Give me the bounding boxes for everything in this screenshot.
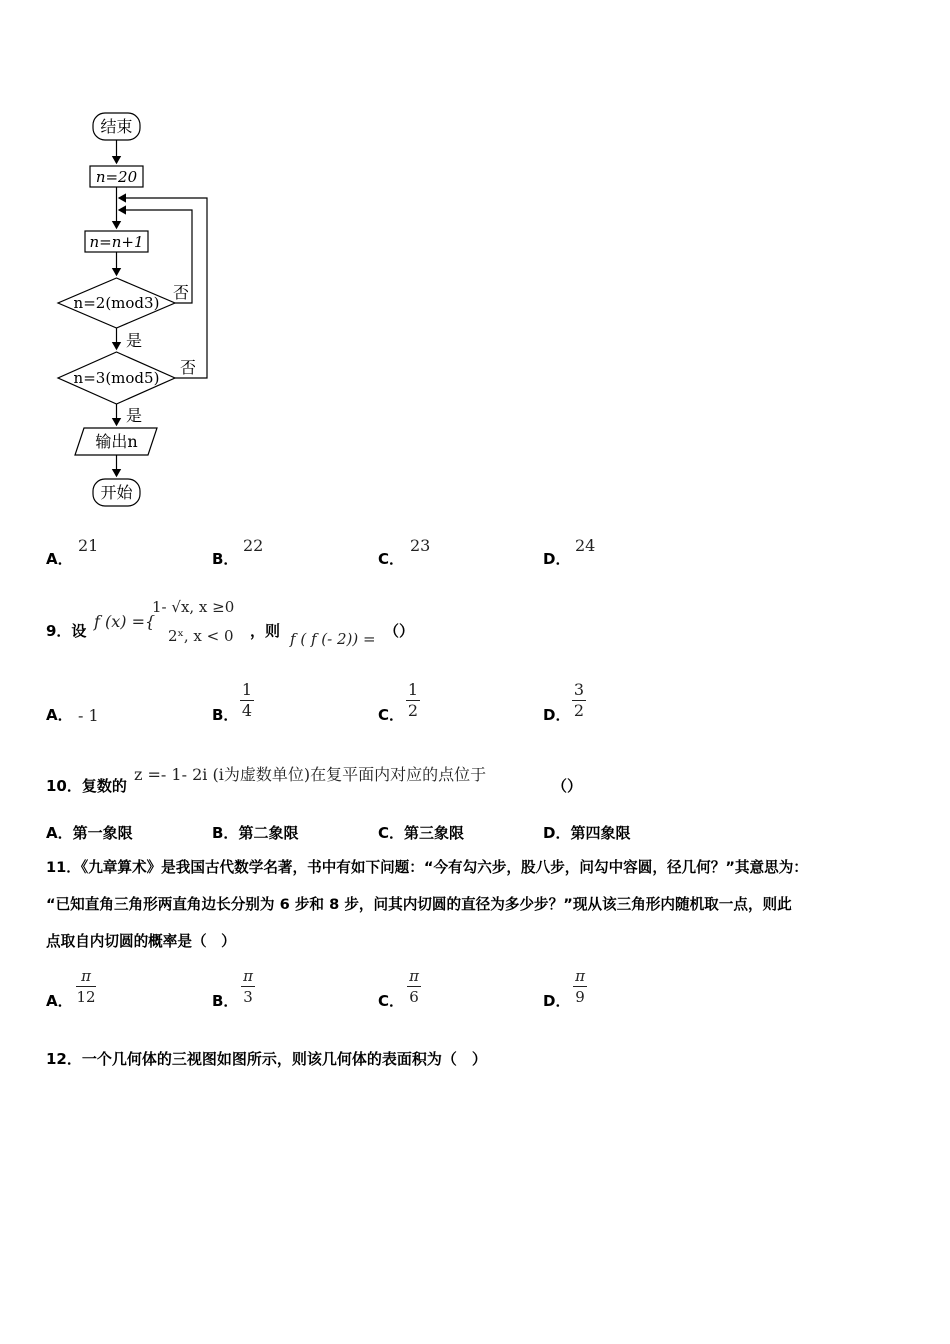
flow-end-label: 开始 [100, 483, 133, 502]
q11-line2: “已知直角三角形两直角边长分别为 6 步和 8 步，问其内切圆的直径为多少步？”现从该三角形内随机取一点，则此 [46, 896, 792, 913]
q9-option-c-den: 2 [407, 701, 419, 720]
q11-option-a-num: π [81, 967, 91, 985]
q9-option-b-letter: B． [212, 706, 239, 724]
q9-option-d-num: 3 [573, 680, 585, 699]
q11-option-c-fraction [407, 966, 421, 1007]
flow-cond2-label: n=3(mod5) [73, 369, 160, 387]
q11-option-d-letter: D． [543, 992, 571, 1010]
q8-option-c-letter: C． [378, 550, 405, 568]
q11-option-d-num: π [575, 967, 585, 985]
q11-option-b-den: 3 [243, 988, 253, 1006]
q8-option-d-letter: D． [543, 550, 571, 568]
q9-option-c-letter: C． [378, 706, 405, 724]
q10-expr: z =- 1- 2i (i为虚数单位)在复平面内对应的点位于 [134, 765, 487, 784]
q9-option-a-letter: A． [46, 706, 73, 724]
q9-option-d-den: 2 [573, 701, 585, 720]
flow-no2-label: 否 [180, 358, 197, 377]
flow-init-label: n=20 [95, 168, 138, 186]
q11-option-c-num: π [409, 967, 419, 985]
q11-option-b-num: π [243, 967, 253, 985]
q10-option-d: D．第四象限 [543, 824, 631, 842]
q10-paren: （） [552, 777, 583, 795]
q11-option-c-den: 6 [409, 988, 419, 1006]
q11-line3: 点取自内切圆的概率是（ ） [46, 933, 236, 950]
q9-then: ，则 [250, 622, 281, 640]
q9-expr: f ( f (- 2)) = [290, 630, 376, 648]
q11-option-d-fraction [573, 966, 587, 1007]
q9-number: 9．设 [46, 622, 87, 640]
q9-option-c-fraction [406, 680, 420, 721]
flow-yes2-label: 是 [126, 406, 143, 425]
flow-start-label: 结束 [100, 117, 133, 136]
q9-option-b-fraction [240, 680, 254, 721]
q11-line1: 11．《九章算术》是我国古代数学名著，书中有如下问题：“今有勾六步，股八步，问勾中容圆，径几何？”其意思为： [46, 859, 808, 876]
q9-func-lhs: f (x) ={ [94, 612, 156, 631]
q10-option-c: C．第三象限 [378, 824, 465, 842]
q9-option-b-num: 1 [241, 680, 253, 699]
q10-option-a: A．第一象限 [46, 824, 133, 842]
q9-paren: （） [384, 622, 415, 640]
q9-case1: 1- √x, x ≥0 [152, 598, 235, 616]
q8-option-d-value: 24 [575, 536, 596, 555]
q11-option-a-letter: A． [46, 992, 73, 1010]
q9-option-d-fraction [572, 680, 586, 721]
flow-increment-label: n=n+1 [89, 233, 144, 251]
q9-option-c-num: 1 [407, 680, 419, 699]
q8-option-a-letter: A． [46, 550, 73, 568]
q8-option-b-letter: B． [212, 550, 239, 568]
question-12: 12．一个几何体的三视图如图所示，则该几何体的表面积为（ ） [46, 1050, 487, 1068]
flow-no1-label: 否 [173, 283, 190, 302]
q9-option-d-letter: D． [543, 706, 571, 724]
q9-option-b-den: 4 [241, 701, 253, 720]
q11-option-d-den: 9 [575, 988, 585, 1006]
q9-option-a-value: - 1 [78, 706, 99, 725]
q11-option-c-letter: C． [378, 992, 405, 1010]
q9-case2: 2ˣ, x < 0 [168, 627, 234, 645]
q8-option-b-value: 22 [243, 536, 264, 555]
q11-option-b-fraction [241, 966, 255, 1007]
flowchart [0, 0, 260, 520]
q11-option-a-den: 12 [76, 988, 96, 1006]
q11-option-b-letter: B． [212, 992, 239, 1010]
flow-yes1-label: 是 [126, 331, 143, 350]
flow-output-label: 输出n [95, 432, 138, 451]
q8-option-c-value: 23 [410, 536, 431, 555]
flow-cond1-label: n=2(mod3) [73, 294, 160, 312]
q10-number: 10．复数的 [46, 777, 127, 795]
q8-option-a-value: 21 [78, 536, 99, 555]
q10-option-b: B．第二象限 [212, 824, 299, 842]
q11-option-a-fraction [76, 966, 96, 1007]
